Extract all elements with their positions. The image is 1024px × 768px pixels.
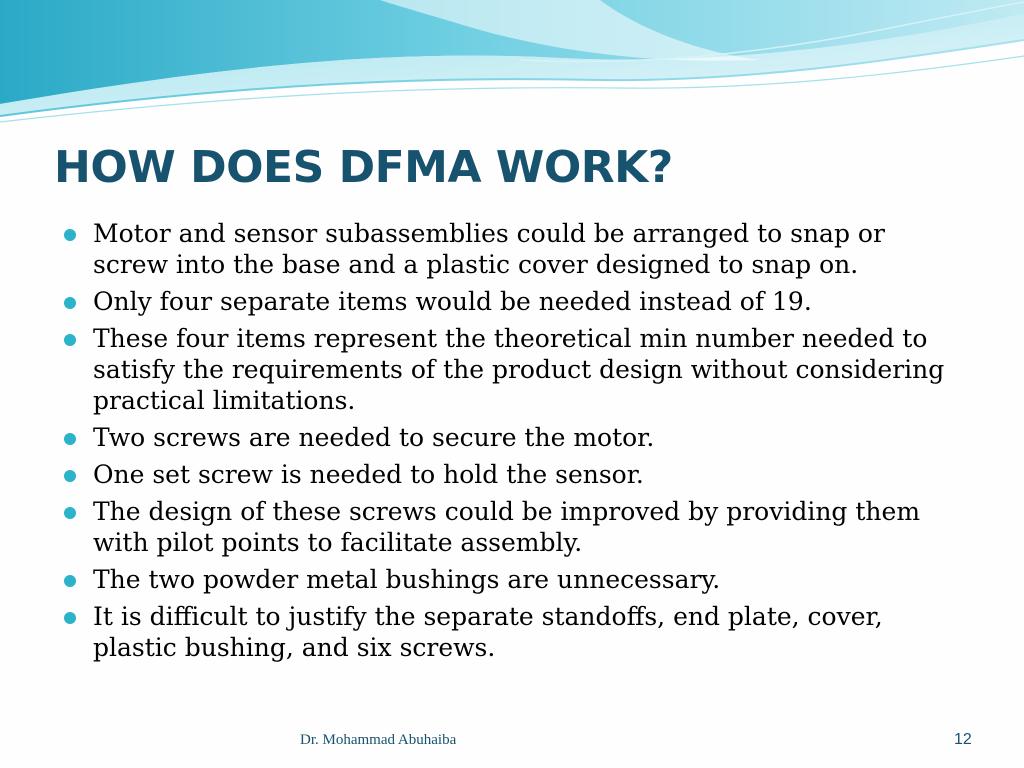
bullet-text: One set screw is needed to hold the sensor. bbox=[93, 460, 644, 489]
bullet-text: Motor and sensor subassemblies could be arranged to snap or screw into the base and a plastic cover designed to snap on. bbox=[93, 219, 885, 279]
bullet-dot-icon bbox=[64, 575, 76, 587]
bullet-text: The design of these screws could be improved by providing them with pilot points to facilitate assembly. bbox=[93, 497, 921, 557]
bullet-text: Two screws are needed to secure the motor. bbox=[93, 423, 655, 452]
bullet-item bbox=[64, 459, 964, 490]
bullet-item bbox=[64, 601, 964, 663]
bullet-text: The two powder metal bushings are unnecessary. bbox=[93, 565, 721, 594]
slide-title: HOW DOES DFMA WORK? bbox=[54, 142, 673, 193]
bullet-text: It is difficult to justify the separate standoffs, end plate, cover, plastic bushing, and six screws. bbox=[93, 602, 883, 662]
bullet-dot-icon bbox=[64, 297, 76, 309]
bullet-list bbox=[64, 218, 964, 669]
bullet-text: Only four separate items would be needed instead of 19. bbox=[93, 287, 812, 316]
bullet-item bbox=[64, 564, 964, 595]
bullet-item bbox=[64, 496, 964, 558]
bullet-dot-icon bbox=[64, 612, 76, 624]
bullet-item bbox=[64, 323, 964, 416]
bullet-dot-icon bbox=[64, 229, 76, 241]
bullet-dot-icon bbox=[64, 470, 76, 482]
bullet-dot-icon bbox=[64, 334, 76, 346]
page-number: 12 bbox=[954, 731, 972, 748]
header-wave-decoration bbox=[0, 0, 1024, 130]
bullet-item bbox=[64, 286, 964, 317]
bullet-dot-icon bbox=[64, 433, 76, 445]
bullet-item bbox=[64, 218, 964, 280]
bullet-item bbox=[64, 422, 964, 453]
bullet-text: These four items represent the theoretical min number needed to satisfy the requirements of the product design without considering practical limitations. bbox=[93, 324, 945, 415]
footer-author: Dr. Mohammad Abuhaiba bbox=[300, 732, 457, 748]
bullet-dot-icon bbox=[64, 507, 76, 519]
